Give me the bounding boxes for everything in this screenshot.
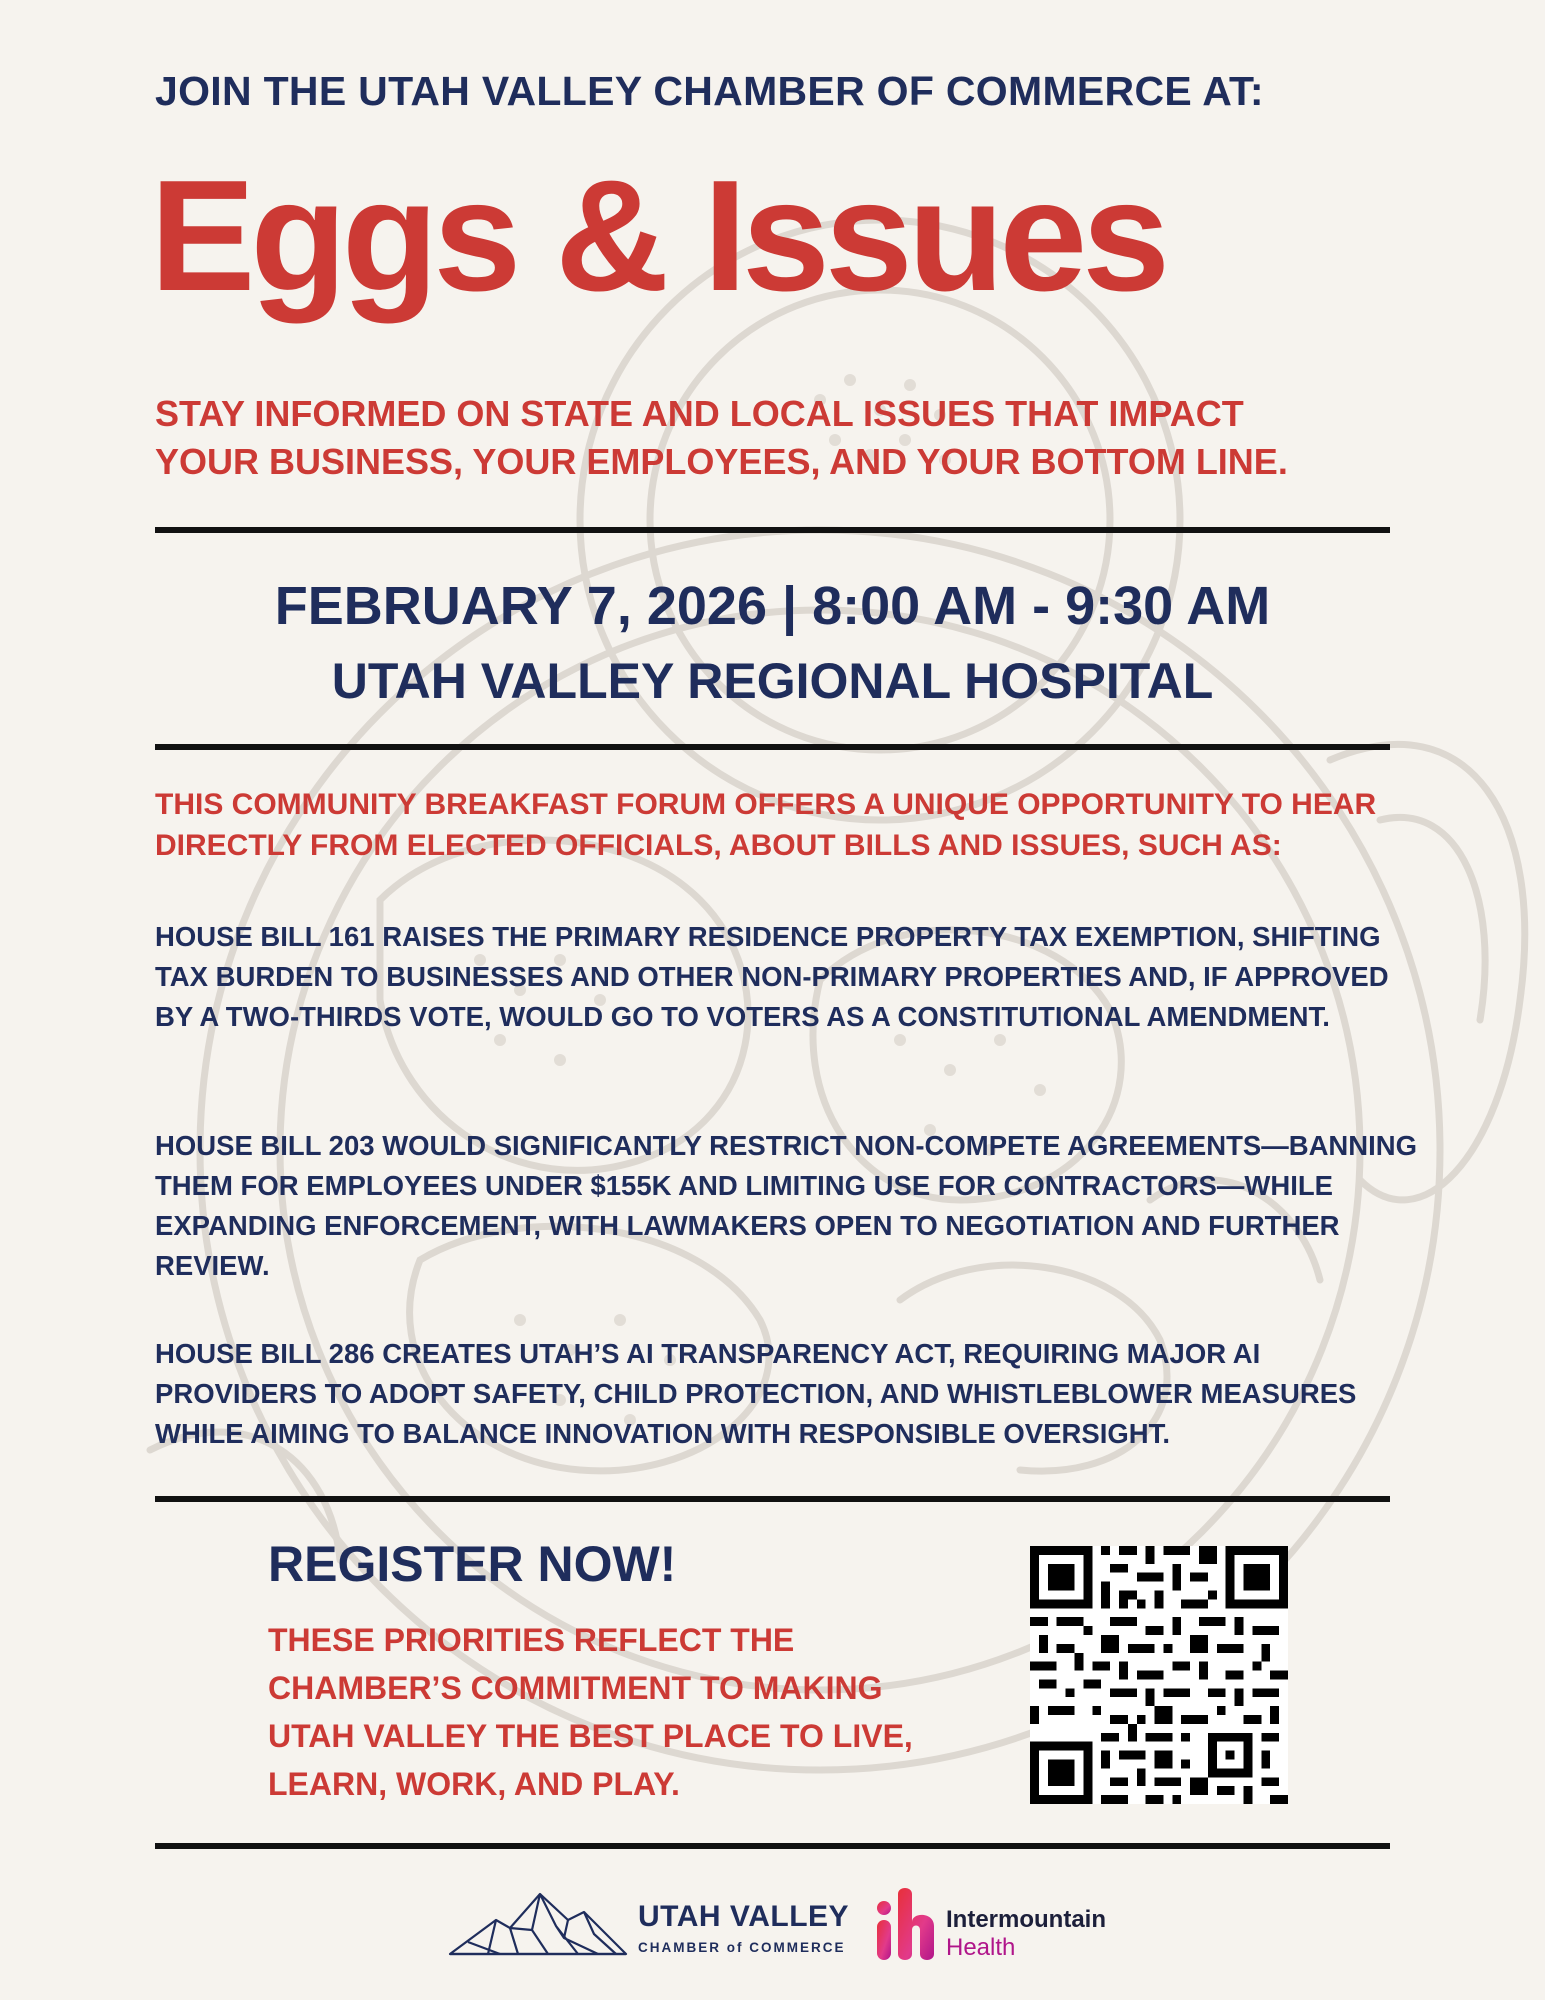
bill-item-hb203: HOUSE BILL 203 WOULD SIGNIFICANTLY RESTRICT NON-COMPETE AGREEMENTS—BANNING THEM FOR EMPLOYEES UNDER $155K AND LIMITING USE FOR CONTRACTORS—WHILE EXPANDING ENFORCEMENT, WITH LAWMAKERS OPEN TO NEGOTIATION AND FURTHER REVIEW. — [155, 1130, 1418, 1281]
forum-intro: THIS COMMUNITY BREAKFAST FORUM OFFERS A UNIQUE OPPORTUNITY TO HEAR DIRECTLY FROM ELECTED OFFICIALS, ABOUT BILLS AND ISSUES, SUCH AS: — [155, 788, 1377, 862]
divider-rule — [155, 744, 1390, 750]
priorities-statement: THESE PRIORITIES REFLECT THE CHAMBER’S COMMITMENT TO MAKING UTAH VALLEY THE BEST PLACE TO LIVE, LEARN, WORK, AND PLAY. — [268, 1622, 913, 1802]
qr-code-icon[interactable] — [1030, 1546, 1288, 1804]
divider-rule — [155, 527, 1390, 533]
tagline — [155, 390, 1415, 486]
bill-item-hb286: HOUSE BILL 286 CREATES UTAH’S AI TRANSPARENCY ACT, REQUIRING MAJOR AI PROVIDERS TO ADOPT SAFETY, CHILD PROTECTION, AND WHISTLEBLOWER MEASURES WHILE AIMING TO BALANCE INNOVATION WITH RESPONSIBLE OVERSIGHT. — [155, 1338, 1357, 1449]
tagline-line-2: YOUR BUSINESS, YOUR EMPLOYEES, AND YOUR BOTTOM LINE. — [155, 441, 1288, 482]
intermountain-logo-subtitle: Health — [946, 1934, 1016, 1961]
tagline-line-1: STAY INFORMED ON STATE AND LOCAL ISSUES THAT IMPACT — [155, 393, 1244, 434]
divider-rule — [155, 1496, 1390, 1502]
event-datetime: FEBRUARY 7, 2026 | 8:00 AM - 9:30 AM — [274, 576, 1271, 636]
intermountain-logo-icon — [872, 1884, 938, 1964]
bill-item-hb161: HOUSE BILL 161 RAISES THE PRIMARY RESIDENCE PROPERTY TAX EXEMPTION, SHIFTING TAX BURDEN TO BUSINESSES AND OTHER NON-PRIMARY PROPERTIES AND, IF APPROVED BY A TWO-THIRDS VOTE, WOULD GO TO VOTERS AS A CONSTITUTIONAL AMENDMENT. — [155, 921, 1389, 1032]
chamber-logo-subtitle: CHAMBER of COMMERCE — [638, 1940, 846, 1955]
intro-heading: JOIN THE UTAH VALLEY CHAMBER OF COMMERCE AT: — [155, 68, 1264, 114]
event-venue: UTAH VALLEY REGIONAL HOSPITAL — [331, 653, 1214, 709]
event-title: Eggs & Issues — [150, 148, 1166, 324]
register-now-heading: REGISTER NOW! — [268, 1536, 677, 1592]
intermountain-logo-name: Intermountain — [946, 1906, 1106, 1933]
mountain-logo-icon — [448, 1890, 628, 1958]
divider-rule — [155, 1843, 1390, 1849]
chamber-logo-name: UTAH VALLEY — [638, 1900, 850, 1933]
